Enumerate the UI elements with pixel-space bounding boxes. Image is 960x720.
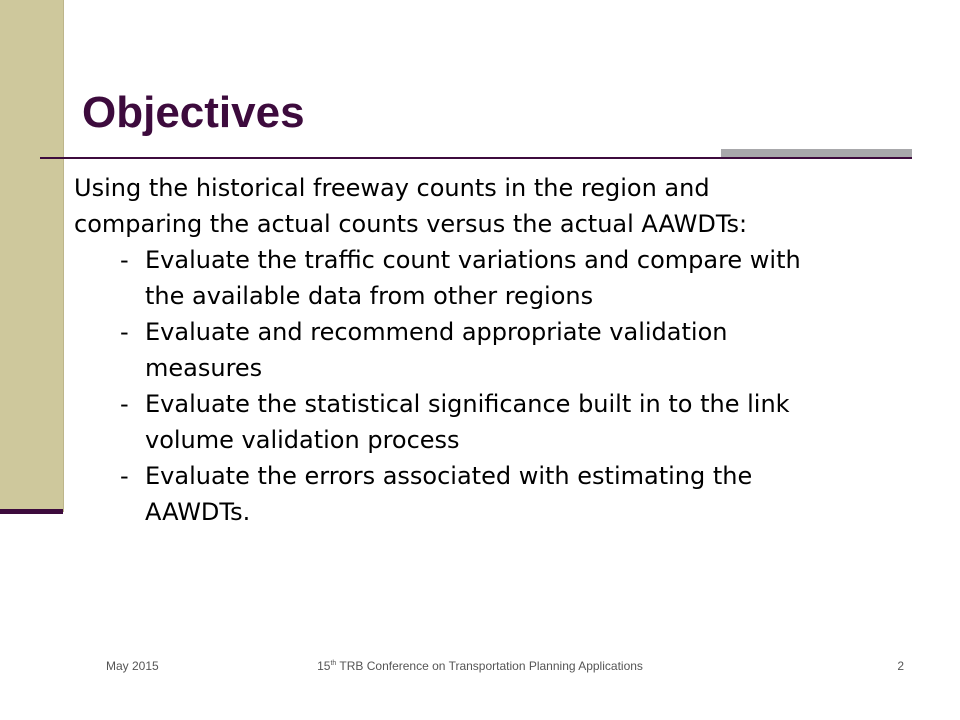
bullet-text: Evaluate the statistical significance built in to the link xyxy=(145,390,790,418)
conference-ordinal: th xyxy=(330,660,337,667)
bullet-continuation xyxy=(74,350,934,386)
bullet-continuation xyxy=(74,278,934,314)
intro-line: Using the historical freeway counts in the region and xyxy=(74,174,710,202)
conference-number: 15 xyxy=(317,659,331,673)
intro-line: comparing the actual counts versus the actual AAWDTs: xyxy=(74,210,748,238)
bullet-item xyxy=(74,458,934,494)
bullet-item xyxy=(74,314,934,350)
slide-title: Objectives xyxy=(82,88,305,137)
footer-conference xyxy=(0,659,960,673)
bullet-text: measures xyxy=(145,354,263,382)
left-band-rule xyxy=(0,509,63,514)
slide-body xyxy=(74,170,934,530)
bullet-dash: - xyxy=(120,462,129,490)
page-number: 2 xyxy=(897,659,904,673)
bullet-continuation xyxy=(74,494,934,530)
bullet-text: volume validation process xyxy=(145,426,460,454)
bullet-item xyxy=(74,386,934,422)
bullet-text: Evaluate and recommend appropriate validation xyxy=(145,318,728,346)
footer-date: May 2015 xyxy=(106,659,159,673)
bullet-dash: - xyxy=(120,390,129,418)
bullet-item xyxy=(74,242,934,278)
bullet-text: the available data from other regions xyxy=(145,282,594,310)
left-decorative-band xyxy=(0,0,64,512)
bullet-continuation xyxy=(74,422,934,458)
bullet-dash: - xyxy=(120,246,129,274)
bullet-text: Evaluate the traffic count variations and compare with xyxy=(145,246,801,274)
conference-name: TRB Conference on Transportation Planning Applications xyxy=(336,659,643,673)
title-rule xyxy=(40,157,912,159)
bullet-dash: - xyxy=(120,318,129,346)
bullet-text: AAWDTs. xyxy=(145,498,251,526)
bullet-text: Evaluate the errors associated with estimating the xyxy=(145,462,753,490)
